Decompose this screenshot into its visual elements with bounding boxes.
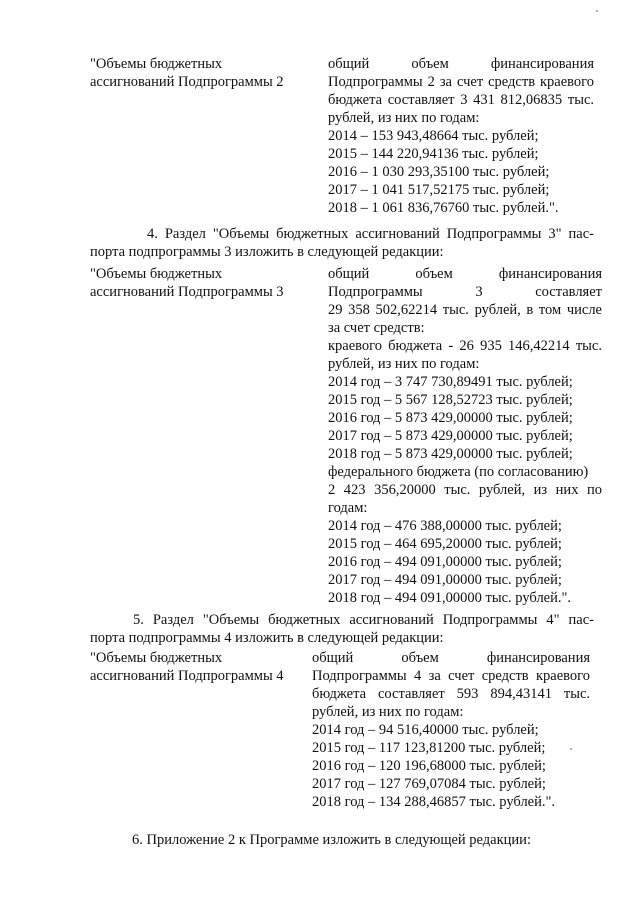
- block3-regional-2017: 2017 год – 5 873 429,00000 тыс. рублей;: [328, 428, 573, 444]
- scan-speck: [596, 10, 598, 12]
- block4-right-line-4: рублей, из них по годам:: [312, 704, 464, 720]
- block2-year-2016: 2016 – 1 030 293,35100 тыс. рублей;: [328, 164, 550, 180]
- para6-line: 6. Приложение 2 к Программе изложить в следующей редакции:: [132, 832, 531, 848]
- block4-year-2017: 2017 год – 127 769,07084 тыс. рублей;: [312, 776, 546, 792]
- para5-line-2: порта подпрограммы 4 изложить в следующей редакции:: [90, 630, 444, 646]
- block4-right-line-1: общий объем финансирования: [312, 650, 590, 666]
- block3-regional-2016: 2016 год – 5 873 429,00000 тыс. рублей;: [328, 410, 573, 426]
- block3-regional-2015: 2015 год – 5 567 128,52723 тыс. рублей;: [328, 392, 573, 408]
- block3-federal-2014: 2014 год – 476 388,00000 тыс. рублей;: [328, 518, 562, 534]
- block2-year-2015: 2015 – 144 220,94136 тыс. рублей;: [328, 146, 539, 162]
- block3-federal-total: 2 423 356,20000 тыс. рублей, из них по: [328, 482, 602, 498]
- block3-right-line-6: рублей, из них по годам:: [328, 356, 480, 372]
- block3-left-line-2: ассигнований Подпрограммы 3: [90, 284, 284, 300]
- block3-right-line-3: 29 358 502,62214 тыс. рублей, в том числе: [328, 302, 602, 318]
- block2-right-line-2: Подпрограммы 2 за счет средств краевого: [328, 74, 594, 90]
- block2-year-2014: 2014 – 153 943,48664 тыс. рублей;: [328, 128, 539, 144]
- block2-right-line-1: общий объем финансирования: [328, 56, 594, 72]
- block3-right-line-1: общий объем финансирования: [328, 266, 602, 282]
- block4-right-line-2: Подпрограммы 4 за счет средств краевого: [312, 668, 590, 684]
- block3-right-line-4: за счет средств:: [328, 320, 425, 336]
- block4-right-line-3: бюджета составляет 593 894,43141 тыс.: [312, 686, 590, 702]
- block3-regional-2014: 2014 год – 3 747 730,89491 тыс. рублей;: [328, 374, 573, 390]
- block3-federal-2015: 2015 год – 464 695,20000 тыс. рублей;: [328, 536, 562, 552]
- block2-right-line-3: бюджета составляет 3 431 812,06835 тыс.: [328, 92, 594, 108]
- block2-right-line-4: рублей, из них по годам:: [328, 110, 480, 126]
- block3-right-line-5: краевого бюджета - 26 935 146,42214 тыс.: [328, 338, 602, 354]
- block2-left-line-2: ассигнований Подпрограммы 2: [90, 74, 284, 90]
- block3-federal-heading: федерального бюджета (по согласованию): [328, 464, 589, 480]
- block4-left-line-1: "Объемы бюджетных: [90, 650, 223, 666]
- block4-year-2016: 2016 год – 120 196,68000 тыс. рублей;: [312, 758, 546, 774]
- block2-year-2018: 2018 – 1 061 836,76760 тыс. рублей.".: [328, 200, 559, 216]
- block3-federal-years-label: годам:: [328, 500, 368, 516]
- para4-line-2: порта подпрограммы 3 изложить в следующей редакции:: [90, 244, 444, 260]
- block4-year-2018: 2018 год – 134 288,46857 тыс. рублей.".: [312, 794, 556, 810]
- para4-line-1: 4. Раздел "Объемы бюджетных ассигнований Подпрограммы 3" пас-: [147, 226, 594, 242]
- scan-speck: [570, 748, 572, 750]
- block3-federal-2018: 2018 год – 494 091,00000 тыс. рублей.".: [328, 590, 572, 606]
- block3-federal-2017: 2017 год – 494 091,00000 тыс. рублей;: [328, 572, 562, 588]
- para5-line-1: 5. Раздел "Объемы бюджетных ассигнований Подпрограммы 4" пас-: [133, 612, 594, 628]
- block2-year-2017: 2017 – 1 041 517,52175 тыс. рублей;: [328, 182, 550, 198]
- block4-year-2015: 2015 год – 117 123,81200 тыс. рублей;: [312, 740, 546, 756]
- block3-right-line-2: Подпрограммы 3 составляет: [328, 284, 602, 300]
- block4-left-line-2: ассигнований Подпрограммы 4: [90, 668, 284, 684]
- block3-federal-2016: 2016 год – 494 091,00000 тыс. рублей;: [328, 554, 562, 570]
- block4-year-2014: 2014 год – 94 516,40000 тыс. рублей;: [312, 722, 539, 738]
- block2-left-line-1: "Объемы бюджетных: [90, 56, 223, 72]
- block3-left-line-1: "Объемы бюджетных: [90, 266, 223, 282]
- block3-regional-2018: 2018 год – 5 873 429,00000 тыс. рублей;: [328, 446, 573, 462]
